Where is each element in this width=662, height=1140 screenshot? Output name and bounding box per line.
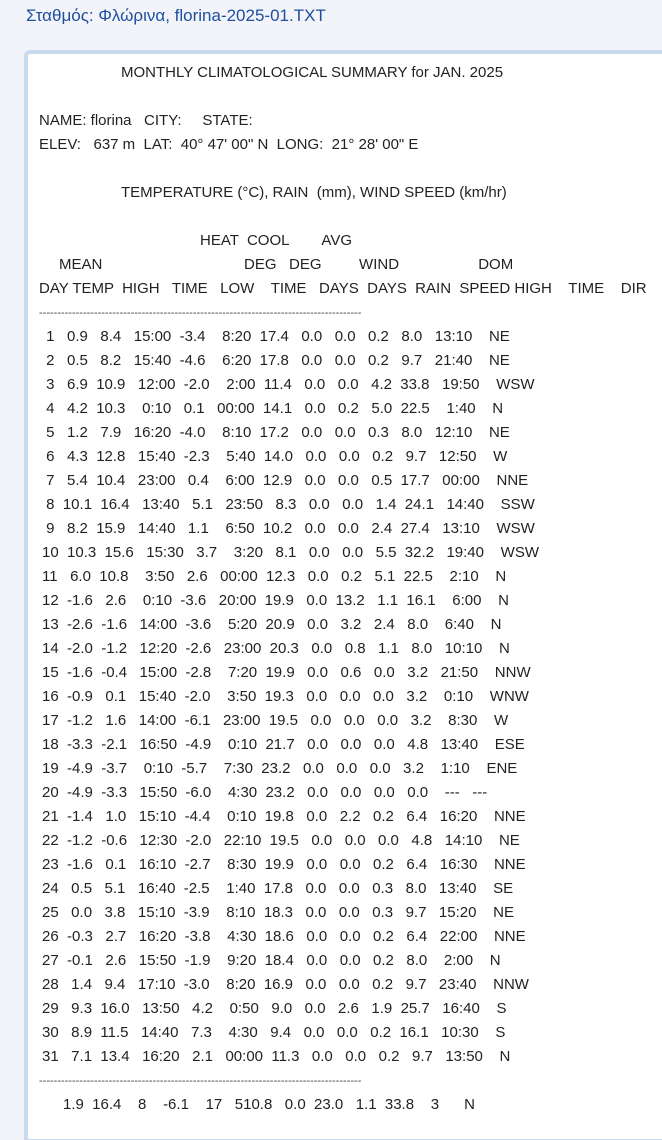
column-header-3: DAY TEMP HIGH TIME LOW TIME DAYS DAYS RAIN SPEED HIGH TIME DIR [39,280,647,297]
separator-top: ---------------------------------------------------------------------------------------- [39,307,362,319]
table-row: 31 7.1 13.4 16:20 2.1 00:00 11.3 0.0 0.0 0.2 9.7 13:50 N [42,1048,511,1065]
table-row: 16 -0.9 0.1 15:40 -2.0 3:50 19.3 0.0 0.0 0.0 3.2 0:10 WNW [42,688,529,705]
table-row: 17 -1.2 1.6 14:00 -6.1 23:00 19.5 0.0 0.0 0.0 3.2 8:30 W [42,712,509,729]
table-row: 30 8.9 11.5 14:40 7.3 4:30 9.4 0.0 0.0 0.2 16.1 10:30 S [42,1024,506,1041]
table-row: 27 -0.1 2.6 15:50 -1.9 9:20 18.4 0.0 0.0 0.2 8.0 2:00 N [42,952,501,969]
table-row: 24 0.5 5.1 16:40 -2.5 1:40 17.8 0.0 0.0 0.3 8.0 13:40 SE [42,880,514,897]
separator-bottom: ---------------------------------------------------------------------------------------- [39,1075,362,1087]
table-row: 11 6.0 10.8 3:50 2.6 00:00 12.3 0.0 0.2 5.1 22.5 2:10 N [42,568,507,585]
table-row: 7 5.4 10.4 23:00 0.4 6:00 12.9 0.0 0.0 0.5 17.7 00:00 NNE [42,472,529,489]
table-row: 9 8.2 15.9 14:40 1.1 6:50 10.2 0.0 0.0 2.4 27.4 13:10 WSW [42,520,535,537]
table-row: 10 10.3 15.6 15:30 3.7 3:20 8.1 0.0 0.0 5.5 32.2 19:40 WSW [42,544,539,561]
table-row: 1 0.9 8.4 15:00 -3.4 8:20 17.4 0.0 0.0 0.2 8.0 13:10 NE [42,328,510,345]
table-row: 21 -1.4 1.0 15:10 -4.4 0:10 19.8 0.0 2.2 0.2 6.4 16:20 NNE [42,808,526,825]
table-row: 2 0.5 8.2 15:40 -4.6 6:20 17.8 0.0 0.0 0.2 9.7 21:40 NE [42,352,510,369]
report-title: MONTHLY CLIMATOLOGICAL SUMMARY for JAN. 2025 [121,64,504,81]
table-row: 23 -1.6 0.1 16:10 -2.7 8:30 19.9 0.0 0.0 0.2 6.4 16:30 NNE [42,856,526,873]
table-row: 26 -0.3 2.7 16:20 -3.8 4:30 18.6 0.0 0.0 0.2 6.4 22:00 NNE [42,928,526,945]
table-row: 4 4.2 10.3 0:10 0.1 00:00 14.1 0.0 0.2 5.0 22.5 1:40 N [42,400,504,417]
table-row: 18 -3.3 -2.1 16:50 -4.9 0:10 21.7 0.0 0.0 0.0 4.8 13:40 ESE [42,736,525,753]
table-row: 6 4.3 12.8 15:40 -2.3 5:40 14.0 0.0 0.0 0.2 9.7 12:50 W [42,448,508,465]
table-row: 8 10.1 16.4 13:40 5.1 23:50 8.3 0.0 0.0 1.4 24.1 14:40 SSW [42,496,535,513]
column-header-2: MEAN DEG DEG WIND DOM [59,256,514,273]
table-row: 12 -1.6 2.6 0:10 -3.6 20:00 19.9 0.0 13.2 1.1 16.1 6:00 N [42,592,509,609]
units-line: TEMPERATURE (°C), RAIN (mm), WIND SPEED (km/hr) [121,184,507,201]
table-row: 20 -4.9 -3.3 15:50 -6.0 4:30 23.2 0.0 0.0 0.0 0.0 --- --- [42,784,488,801]
elev-line: ELEV: 637 m LAT: 40° 47' 00" N LONG: 21° 28' 00" E [39,136,419,153]
table-row: 25 0.0 3.8 15:10 -3.9 8:10 18.3 0.0 0.0 0.3 9.7 15:20 NE [42,904,514,921]
table-row: 13 -2.6 -1.6 14:00 -3.6 5:20 20.9 0.0 3.2 2.4 8.0 6:40 N [42,616,502,633]
table-row: 29 9.3 16.0 13:50 4.2 0:50 9.0 0.0 2.6 1.9 25.7 16:40 S [42,1000,507,1017]
summary-row: 1.9 16.4 8 -6.1 17 510.8 0.0 23.0 1.1 33.8 3 N [63,1096,475,1113]
table-row: 19 -4.9 -3.7 0:10 -5.7 7:30 23.2 0.0 0.0 0.0 3.2 1:10 ENE [42,760,518,777]
table-row: 3 6.9 10.9 12:00 -2.0 2:00 11.4 0.0 0.0 4.2 33.8 19:50 WSW [42,376,535,393]
table-row: 5 1.2 7.9 16:20 -4.0 8:10 17.2 0.0 0.0 0.3 8.0 12:10 NE [42,424,510,441]
table-row: 14 -2.0 -1.2 12:20 -2.6 23:00 20.3 0.0 0.8 1.1 8.0 10:10 N [42,640,510,657]
column-header-1: HEAT COOL AVG [200,232,352,249]
report-panel [24,50,662,1140]
table-row: 15 -1.6 -0.4 15:00 -2.8 7:20 19.9 0.0 0.6 0.0 3.2 21:50 NNW [42,664,531,681]
table-row: 22 -1.2 -0.6 12:30 -2.0 22:10 19.5 0.0 0.0 0.0 4.8 14:10 NE [42,832,520,849]
name-line: NAME: florina CITY: STATE: [39,112,253,129]
table-row: 28 1.4 9.4 17:10 -3.0 8:20 16.9 0.0 0.0 0.2 9.7 23:40 NNW [42,976,529,993]
station-title: Σταθμός: Φλώρινα, florina-2025-01.TXT [26,6,326,25]
